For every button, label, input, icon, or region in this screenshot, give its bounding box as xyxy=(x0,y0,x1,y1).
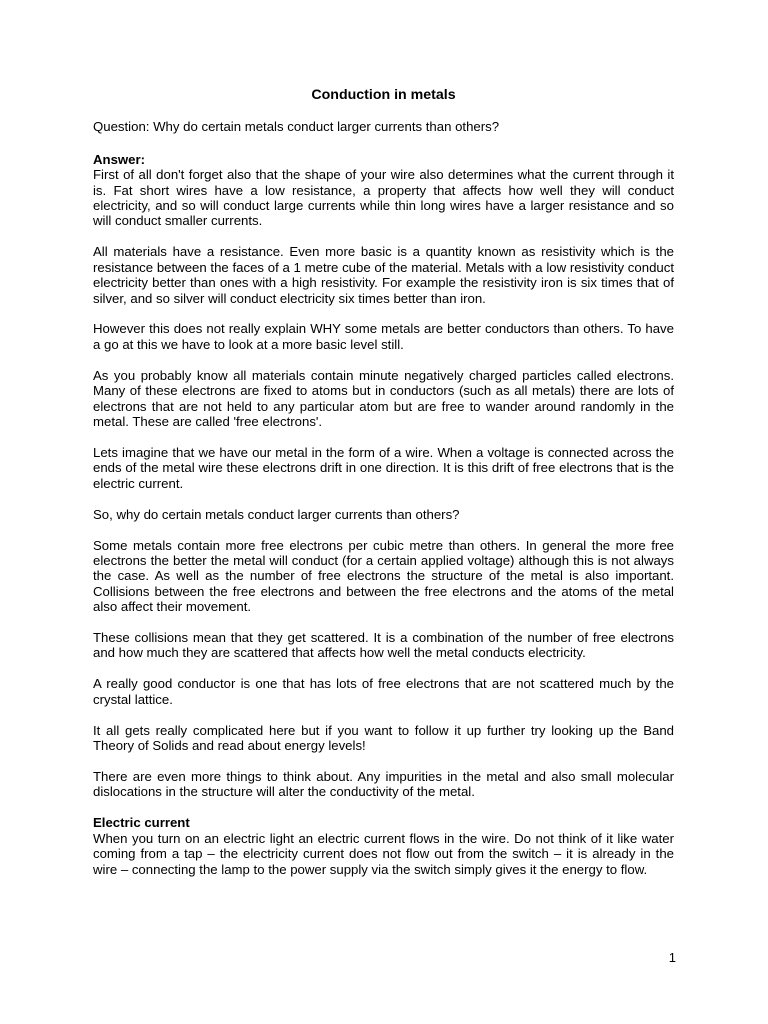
document-body xyxy=(93,88,674,892)
paragraph-impurities: There are even more things to think about. Any impurities in the metal and also small molecular dislocations in the structure will alter the conductivity of the metal. xyxy=(93,769,674,800)
question-text: Question: Why do certain metals conduct larger currents than others? xyxy=(93,119,500,135)
paragraph-question-repeat: So, why do certain metals conduct larger currents than others? xyxy=(93,506,460,522)
paragraph-scattering: These collisions mean that they get scattered. It is a combination of the number of free electrons and how much they are scattered that affects how well the metal conducts electricity. xyxy=(93,630,674,661)
paragraph-why-conductors: However this does not really explain WHY some metals are better conductors than others. To have a go at this we have to look at a more basic level still. xyxy=(93,321,674,352)
paragraph-electron-density: Some metals contain more free electrons per cubic metre than others. In general the more free electrons the better the metal will conduct (for a certain applied voltage) although this is not always the case. As well as the number of free electrons the structure of the metal is also important. Collisions between the free electrons and between the free electrons and the atoms of the metal also affect their movement. xyxy=(93,537,674,615)
electric-current-heading: Electric current xyxy=(93,815,190,831)
page-number: 1 xyxy=(668,950,676,965)
paragraph-resistivity: All materials have a resistance. Even more basic is a quantity known as resistivity which is the resistance between the faces of a 1 metre cube of the material. Metals with a low resistivity conduct electricity better than ones with a high resistivity. For example the resistivity iron is six times that of silver, and so silver will conduct electricity six times better than iron. xyxy=(93,244,674,306)
paragraph-free-electrons: As you probably know all materials contain minute negatively charged particles called electrons. Many of these electrons are fixed to atoms but in conductors (such as all metals) there are lots of electrons that are not held to any particular atom but are free to wander around randomly in the metal. These are called 'free electrons'. xyxy=(93,367,674,429)
paragraph-electric-current: When you turn on an electric light an electric current flows in the wire. Do not think of it like water coming from a tap – the electricity current does not flow out from the switch – it is already in the wire – connecting the lamp to the power supply via the switch simply gives it the energy to flow. xyxy=(93,830,674,877)
paragraph-wire-shape: First of all don't forget also that the shape of your wire also determines what the current through it is. Fat short wires have a low resistance, a property that affects how well they will conduct electricity, and so will conduct large currents while thin long wires have a larger resistance and so will conduct smaller currents. xyxy=(93,167,674,229)
document-title: Conduction in metals xyxy=(311,87,456,103)
paragraph-good-conductor: A really good conductor is one that has lots of free electrons that are not scattered much by the crystal lattice. xyxy=(93,676,674,707)
answer-heading: Answer: xyxy=(93,151,146,167)
paragraph-electron-drift: Lets imagine that we have our metal in the form of a wire. When a voltage is connected across the ends of the metal wire these electrons drift in one direction. It is this drift of free electrons that is the electric current. xyxy=(93,444,674,491)
paragraph-band-theory: It all gets really complicated here but if you want to follow it up further try looking up the Band Theory of Solids and read about energy levels! xyxy=(93,722,674,754)
